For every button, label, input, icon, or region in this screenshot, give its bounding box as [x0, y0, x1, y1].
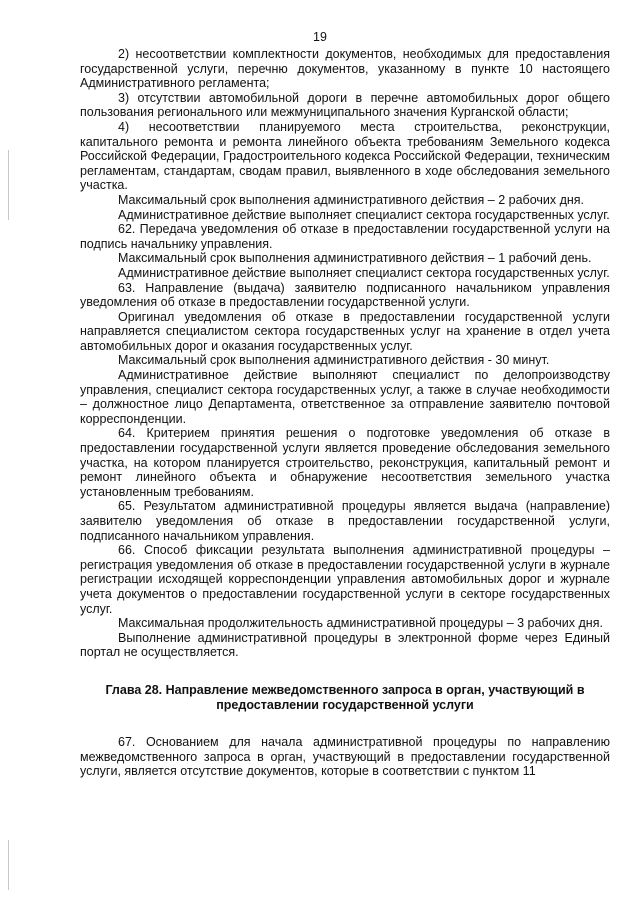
scan-edge-mark [8, 150, 9, 220]
document-body [80, 47, 610, 779]
paragraph: 62. Передача уведомления об отказе в предоставлении государственной услуги на подпись начальнику управления. [80, 222, 610, 251]
paragraph: 63. Направление (выдача) заявителю подписанного начальником управления уведомления об отказе в предоставлении государственной услуги. [80, 280, 610, 310]
page-number: 19 [313, 30, 327, 44]
paragraph: 67. Основанием для начала административной процедуры по направлению межведомственного запроса в орган, участвующий в предоставлении государственной услуги, является отсутствие документов, которые в соответствии с пунктом 11 [80, 735, 610, 779]
paragraph: Административное действие выполняет специалист сектора государственных услуг. [118, 207, 610, 222]
paragraph: 65. Результатом административной процедуры является выдача (направление) заявителю уведомления об отказе в предоставлении государственной услуги, подписанного начальником управления. [80, 499, 610, 543]
paragraph: 66. Способ фиксации результата выполнения административной процедуры – регистрация уведомления об отказе в предоставлении государственной услуги в журнале регистрации исходящей корреспонденции управления автомобильных дорог и журнале учета документов о предоставлении государственной услуги в секторе государственных услуг. [80, 543, 610, 616]
scan-edge-mark [8, 840, 9, 890]
paragraph: Максимальный срок выполнения административного действия – 2 рабочих дня. [118, 192, 585, 207]
paragraph: 4) несоответствии планируемого места строительства, реконструкции, капитального ремонта и ремонта линейного объекта требованиям Земельного кодекса Российской Федерации, Градостроительного кодекса Российской Федерации, техническим регламентам, стандартам, сводам правил, выявленного в ходе обследования земельного участка. [80, 119, 610, 193]
paragraph: 64. Критерием принятия решения о подготовке уведомления об отказе в предоставлении государственной услуги является проведение обследования земельного участка, на котором планируется строительство, реконструкция, капитальный ремонт и ремонт линейного объекта и обнаружение несоответствия земельного участка установленным требованиям. [80, 426, 610, 499]
paragraph: Административное действие выполняют специалист по делопроизводству управления, специалист сектора государственных услуг, а также в случае необходимости – должностное лицо Департамента, ответственное за отправление заявителю почтовой корреспонденции. [80, 368, 610, 426]
paragraph: Максимальный срок выполнения административного действия – 1 рабочий день. [118, 251, 592, 266]
paragraph: Оригинал уведомления об отказе в предоставлении государственной услуги направляется специалистом сектора государственных услуг на хранение в отдел учета автомобильных дорог и оказания государственных услуг. [80, 309, 610, 353]
paragraph: 2) несоответствии комплектности документов, необходимых для предоставления государственной услуги, перечню документов, указанному в пункте 10 настоящего Административного регламента; [80, 47, 610, 91]
paragraph: 3) отсутствии автомобильной дороги в перечне автомобильных дорог общего пользования регионального или межмуниципального значения Курганской области; [80, 90, 610, 120]
chapter-heading: Глава 28. Направление межведомственного запроса в орган, участвующий в предоставлении государственной услуги [105, 682, 585, 712]
paragraph: Выполнение административной процедуры в электронной форме через Единый портал не осуществляется. [80, 630, 610, 660]
paragraph: Максимальная продолжительность административной процедуры – 3 рабочих дня. [118, 616, 603, 631]
paragraph: Максимальный срок выполнения административного действия - 30 минут. [118, 353, 550, 368]
paragraph: Административное действие выполняет специалист сектора государственных услуг. [118, 265, 610, 280]
